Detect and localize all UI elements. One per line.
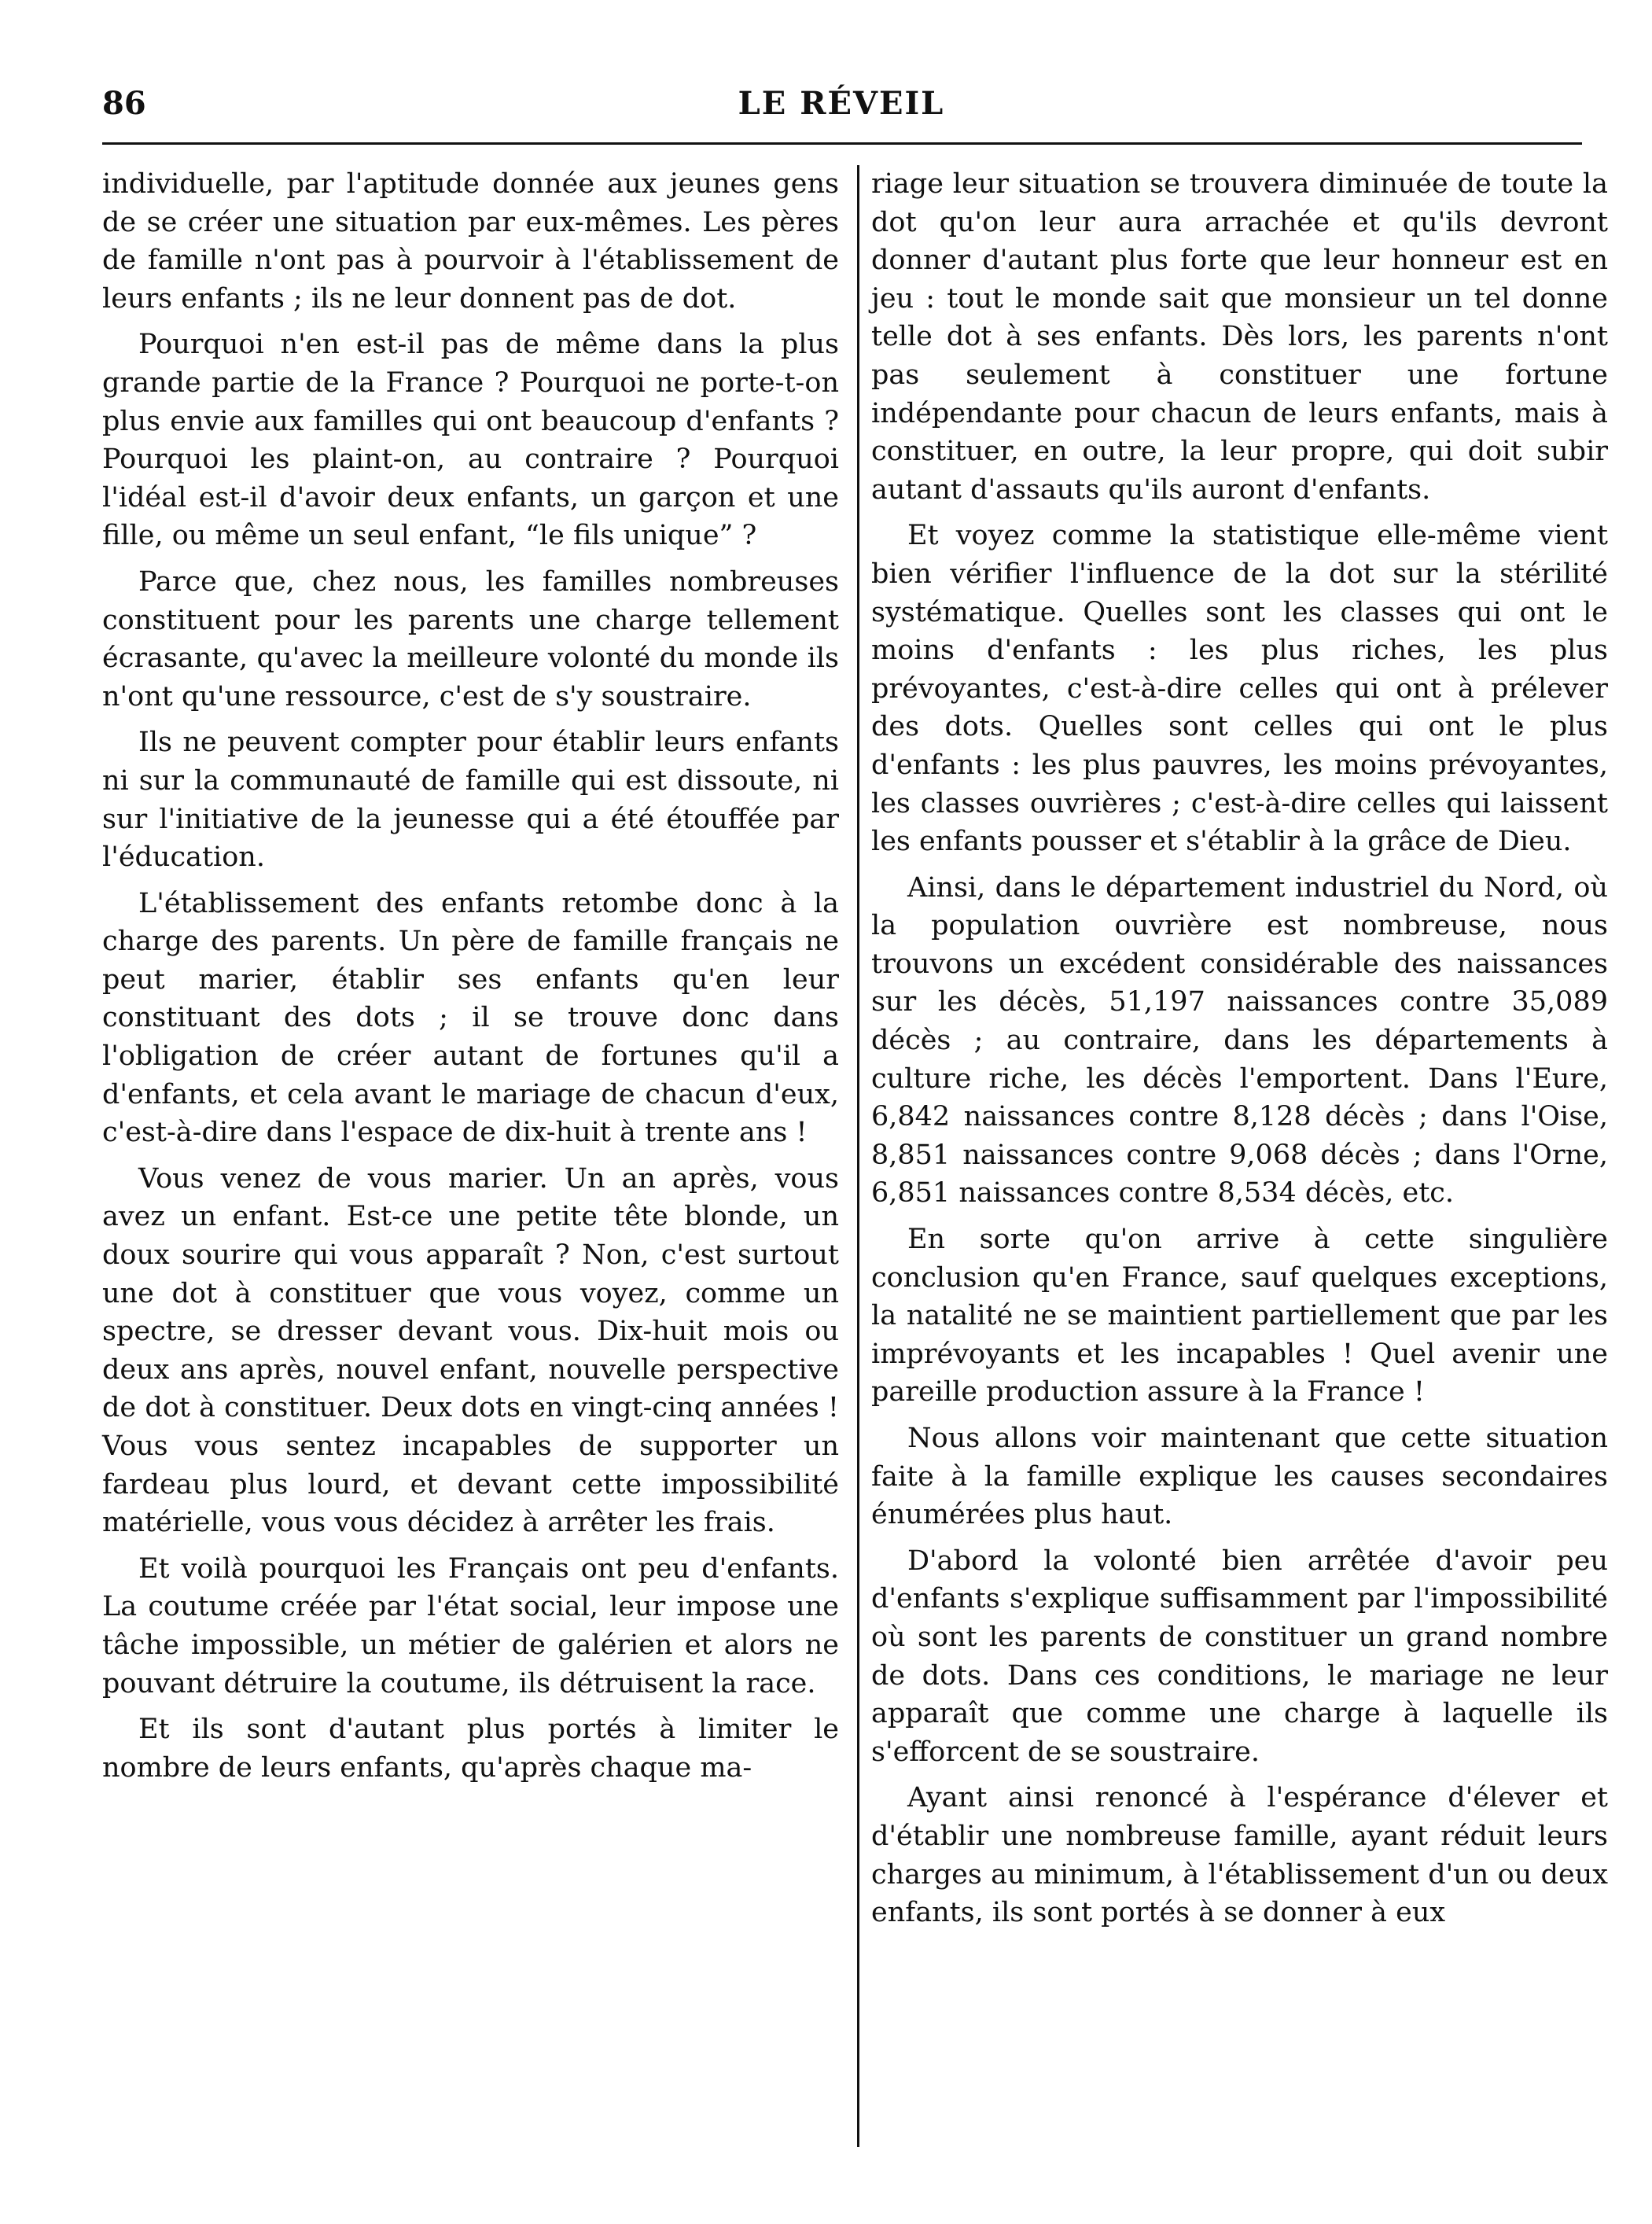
- paragraph: D'abord la volonté bien arrêtée d'avoir peu d'enfants s'explique suffisamment par l'impossibilité où sont les parents de constituer un grand nombre de dots. Dans ces conditions, le mariage ne leur apparaît que comme une charge à laquelle ils s'efforcent de se soustraire.: [871, 1545, 1608, 1768]
- paragraph: Pourquoi n'en est-il pas de même dans la plus grande partie de la France ? Pourquoi ne porte-t-on plus envie aux familles qui ont beaucoup d'enfants ? Pourquoi les plaint-on, au contraire ? Pourquoi l'idéal est-il d'avoir deux enfants, un garçon et une fille, ou même un seul enfant, “le fils unique” ?: [102, 329, 839, 552]
- left-column: [102, 165, 839, 1795]
- paragraph: Ainsi, dans le département industriel du Nord, où la population ouvrière est nombreuse, nous trouvons un excédent considérable des naissances sur les décès, 51,197 naissances contre 35,089 décès ; au contraire, dans les départements à culture riche, les décès l'emportent. Dans l'Eure, 6,842 naissances contre 8,128 décès ; dans l'Oise, 8,851 naissances contre 9,068 décès ; dans l'Orne, 6,851 naissances contre 8,534 décès, etc.: [871, 871, 1608, 1210]
- paragraph: riage leur situation se trouvera diminuée de toute la dot qu'on leur aura arrachée et qu'ils devront donner d'autant plus forte que leur honneur est en jeu : tout le monde sait que monsieur un tel donne telle dot à ses enfants. Dès lors, les parents n'ont pas seulement à constituer une fortune indépendante pour chacun de leurs enfants, mais à constituer, en outre, la leur propre, qui doit subir autant d'assauts qu'ils auront d'enfants.: [871, 168, 1608, 506]
- header-rule: [102, 142, 1582, 145]
- right-column: [871, 165, 1608, 1940]
- paragraph: Ayant ainsi renoncé à l'espérance d'élever et d'établir une nombreuse famille, ayant réduit leurs charges au minimum, à l'établissement d'un ou deux enfants, ils sont portés à se donner à eux: [871, 1782, 1608, 1929]
- paragraph: Et voyez comme la statistique elle-même vient bien vérifier l'influence de la dot sur la stérilité systématique. Quelles sont les classes qui ont le moins d'enfants : les plus riches, les plus prévoyantes, c'est-à-dire celles qui ont à prélever des dots. Quelles sont celles qui ont le plus d'enfants : les plus pauvres, les moins prévoyantes, les classes ouvrières ; c'est-à-dire celles qui laissent les enfants pousser et s'établir à la grâce de Dieu.: [871, 520, 1608, 858]
- paragraph: L'établissement des enfants retombe donc à la charge des parents. Un père de famille français ne peut marier, établir ses enfants qu'en leur constituant des dots ; il se trouve donc dans l'obligation de créer autant de fortunes qu'il a d'enfants, et cela avant le mariage de chacun d'eux, c'est-à-dire dans l'espace de dix-huit à trente ans !: [102, 887, 839, 1149]
- column-divider: [857, 165, 859, 2147]
- journal-title: LE RÉVEIL: [738, 85, 945, 122]
- paragraph: En sorte qu'on arrive à cette singulière conclusion qu'en France, sauf quelques exceptions, la natalité ne se maintient partiellement que par les imprévoyants et les incapables ! Quel avenir une pareille production assure à la France !: [871, 1224, 1608, 1408]
- paragraph: Nous allons voir maintenant que cette situation faite à la famille explique les causes secondaires énumérées plus haut.: [871, 1423, 1608, 1531]
- paragraph: Parce que, chez nous, les familles nombreuses constituent pour les parents une charge tellement écrasante, qu'avec la meilleure volonté du monde ils n'ont qu'une ressource, c'est de s'y soustraire.: [102, 565, 839, 712]
- paragraph: Vous venez de vous marier. Un an après, vous avez un enfant. Est-ce une petite tête blonde, un doux sourire qui vous apparaît ? Non, c'est surtout une dot à constituer que vous voyez, comme un spectre, se dresser devant vous. Dix-huit mois ou deux ans après, nouvel enfant, nouvelle perspective de dot à constituer. Deux dots en vingt-cinq années ! Vous vous sentez incapables de supporter un fardeau plus lourd, et devant cette impossibilité matérielle, vous vous décidez à arrêter les frais.: [102, 1162, 839, 1539]
- paragraph: individuelle, par l'aptitude donnée aux jeunes gens de se créer une situation par eux-mêmes. Les pères de famille n'ont pas à pourvoir à l'établissement de leurs enfants ; ils ne leur donnent pas de dot.: [102, 168, 839, 315]
- paragraph: Et voilà pourquoi les Français ont peu d'enfants. La coutume créée par l'état social, leur impose une tâche impossible, un métier de galérien et alors ne pouvant détruire la coutume, ils détruisent la race.: [102, 1552, 839, 1699]
- page-header: [102, 85, 1580, 132]
- page-number: 86: [102, 85, 146, 122]
- paragraph: Et ils sont d'autant plus portés à limiter le nombre de leurs enfants, qu'après chaque ma-: [102, 1714, 839, 1784]
- paragraph: Ils ne peuvent compter pour établir leurs enfants ni sur la communauté de famille qui est dissoute, ni sur l'initiative de la jeunesse qui a été étouffée par l'éducation.: [102, 727, 839, 874]
